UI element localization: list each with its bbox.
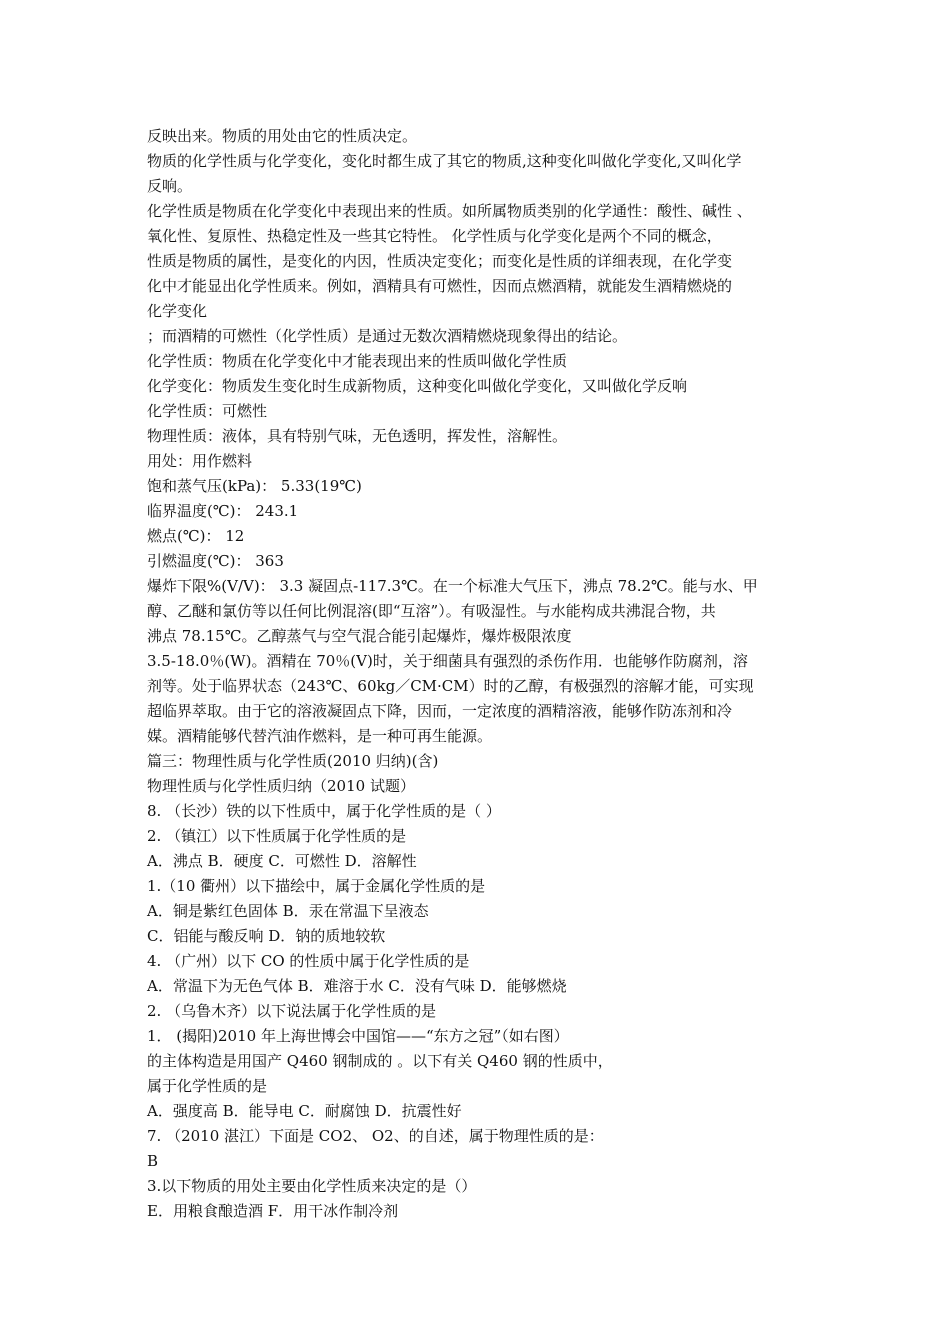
text-line: 用处：用作燃料 [147,452,253,470]
text-line: 化学性质是物质在化学变化中表现出来的性质。如所属物质类别的化学通性：酸性、碱性 、 [147,202,752,220]
text-line: 饱和蒸气压(kPa)： 5.33(19℃) [147,477,362,495]
question-line: 2. （乌鲁木齐）以下说法属于化学性质的是 [147,1002,437,1020]
text-line: 醇、乙醚和氯仿等以任何比例混溶(即“互溶”）。有吸湿性。与水能构成共沸混合物，共 [147,602,716,620]
question-line: 的主体构造是用国产 Q460 钢制成的 。以下有关 Q460 钢的性质中， [147,1052,613,1070]
text-line: 反响。 [147,177,193,195]
text-line: 化学性质：可燃性 [147,402,268,420]
question-line: 1． (揭阳)2010 年上海世博会中国馆——“东方之冠”（如右图） [147,1027,569,1045]
text-line: 氧化性、复原性、热稳定性及一些其它特性。 化学性质与化学变化是两个不同的概念， [147,227,722,245]
answer-options: A．沸点 B．硬度 C．可燃性 D．溶解性 [147,852,417,870]
question-line: 7. （2010 湛江）下面是 CO2、 O2、的自述，属于物理性质的是： [147,1127,604,1145]
answer-options: C．铝能与酸反响 D．钠的质地较软 [147,927,386,945]
question-line: 1.（10 衢州）以下描绘中，属于金属化学性质的是 [147,877,486,895]
question-line: 2. （镇江）以下性质属于化学性质的是 [147,827,407,845]
answer-options: E．用粮食酿造酒 F．用干冰作制冷剂 [147,1202,399,1220]
text-line: 媒。酒精能够代替汽油作燃料，是一种可再生能源。 [147,727,493,745]
question-line: 3.以下物质的用处主要由化学性质来决定的是（） [147,1177,477,1195]
answer-options: A．铜是紫红色固体 B．汞在常温下呈液态 [147,902,429,920]
section-heading: 篇三：物理性质与化学性质(2010 归纳)(含) [147,752,439,770]
text-line: 反映出来。物质的用处由它的性质决定。 [147,127,418,145]
text-line: 爆炸下限%(V/V)： 3.3 凝固点-117.3℃。在一个标准大气压下，沸点 78.2℃。能与水、甲 [147,577,758,595]
text-line: 化学变化：物质发生变化时生成新物质，这种变化叫做化学变化，又叫做化学反响 [147,377,688,395]
text-line: 物理性质：液体，具有特别气味，无色透明，挥发性，溶解性。 [147,427,568,445]
section-subheading: 物理性质与化学性质归纳（2010 试题） [147,777,415,795]
text-line: 物质的化学性质与化学变化，变化时都生成了其它的物质,这种变化叫做化学变化,又叫化学 [147,152,742,170]
answer-options: A．强度高 B．能导电 C．耐腐蚀 D．抗震性好 [147,1102,462,1120]
text-line: 沸点 78.15℃。乙醇蒸气与空气混合能引起爆炸，爆炸极限浓度 [147,627,572,645]
text-line: 剂等。处于临界状态（243℃、60kg／CM·CM）时的乙醇，有极强烈的溶解才能，可实现 [147,677,754,695]
text-line: ；而酒精的可燃性（化学性质）是通过无数次酒精燃烧现象得出的结论。 [147,327,628,345]
text-line: 化学性质：物质在化学变化中才能表现出来的性质叫做化学性质 [147,352,568,370]
document-body [147,124,817,1224]
text-line: 燃点(℃)： 12 [147,527,245,545]
question-line: 4. （广州）以下 CO 的性质中属于化学性质的是 [147,952,470,970]
answer-options: A．常温下为无色气体 B．难溶于水 C．没有气味 D．能够燃烧 [147,977,567,995]
answer-line: B [147,1152,159,1170]
text-line: 临界温度(℃)： 243.1 [147,502,299,520]
question-line: 属于化学性质的是 [147,1077,268,1095]
question-line: 8. （长沙）铁的以下性质中，属于化学性质的是（ ） [147,802,501,820]
text-line: 化中才能显出化学性质来。例如，酒精具有可燃性，因而点燃酒精，就能发生酒精燃烧的 [147,277,733,295]
text-line: 引燃温度(℃)： 363 [147,552,284,570]
text-line: 化学变化 [147,302,208,320]
text-line: 性质是物质的属性，是变化的内因，性质决定变化；而变化是性质的详细表现，在化学变 [147,252,733,270]
text-line: 3.5-18.0％(W)。酒精在 70％(V)时，关于细菌具有强烈的杀伤作用．也能够作防腐剂，溶 [147,652,748,670]
text-line: 超临界萃取。由于它的溶液凝固点下降，因而，一定浓度的酒精溶液，能够作防冻剂和冷 [147,702,733,720]
